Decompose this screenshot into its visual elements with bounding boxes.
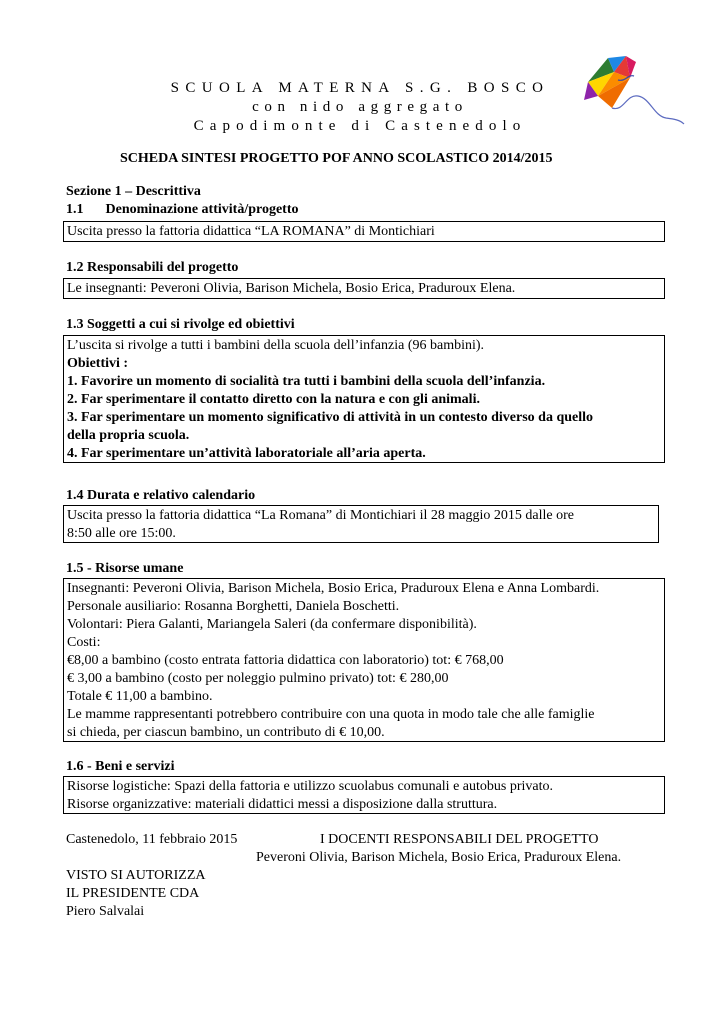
- objective-1: 1. Favorire un momento di socialità tra tutti i bambini della scuola dell’infanzia.: [67, 374, 546, 389]
- kite-logo-icon: [574, 52, 686, 128]
- objective-3-cont: della propria scuola.: [67, 428, 190, 443]
- president-title: IL PRESIDENTE CDA: [66, 886, 200, 901]
- objectives-intro: L’uscita si rivolge a tutti i bambini della scuola dell’infanzia (96 bambini).: [67, 338, 485, 353]
- duration-line-2: 8:50 alle ore 15:00.: [67, 526, 176, 541]
- resources-line: si chieda, per ciascun bambino, un contributo di € 10,00.: [67, 725, 385, 740]
- resources-line: €8,00 a bambino (costo entrata fattoria didattica con laboratorio) tot: € 768,00: [67, 653, 504, 668]
- resources-line: Totale € 11,00 a bambino.: [67, 689, 213, 704]
- authorization-text: VISTO SI AUTORIZZA: [66, 868, 206, 883]
- resources-line: Volontari: Piera Galanti, Mariangela Saleri (da confermare disponibilità).: [67, 617, 477, 632]
- objectives-box: [63, 335, 665, 463]
- section-1-4-label: 1.4 Durata e relativo calendario: [66, 488, 256, 503]
- school-subtitle: con nido aggregato: [252, 99, 468, 115]
- section-1-title: Sezione 1 – Descrittiva: [66, 184, 201, 199]
- project-name-value: Uscita presso la fattoria didattica “LA ROMANA” di Montichiari: [67, 224, 435, 239]
- resources-line: Le mamme rappresentanti potrebbero contribuire con una quota in modo tale che alle famiglie: [67, 707, 595, 722]
- resources-line: Personale ausiliario: Rosanna Borghetti, Daniela Boschetti.: [67, 599, 400, 614]
- document-title: SCHEDA SINTESI PROGETTO POF ANNO SCOLASTICO 2014/2015: [120, 151, 553, 166]
- human-resources-box: [63, 578, 665, 742]
- section-1-1-heading: [66, 201, 299, 219]
- school-header: [150, 79, 570, 136]
- section-1-1-label: Denominazione attività/progetto: [105, 202, 299, 217]
- project-name-box: [63, 221, 665, 242]
- section-1-1-number: 1.1: [66, 202, 84, 217]
- objective-2: 2. Far sperimentare il contatto diretto con la natura e con gli animali.: [67, 392, 480, 407]
- goods-line-2: Risorse organizzative: materiali didattici messi a disposizione dalla struttura.: [67, 797, 498, 812]
- objective-4: 4. Far sperimentare un’attività laboratoriale all’aria aperta.: [67, 446, 426, 461]
- responsibles-value: Le insegnanti: Peveroni Olivia, Barison Michela, Bosio Erica, Praduroux Elena.: [67, 281, 516, 296]
- school-name: SCUOLA MATERNA S.G. BOSCO: [170, 80, 550, 96]
- duration-box: [63, 505, 659, 543]
- responsibles-box: [63, 278, 665, 299]
- section-1-5-label: 1.5 - Risorse umane: [66, 561, 184, 576]
- docenti-names: Peveroni Olivia, Barison Michela, Bosio Erica, Praduroux Elena.: [256, 850, 622, 865]
- resources-line: Costi:: [67, 635, 101, 650]
- goods-services-box: [63, 776, 665, 814]
- school-location: Capodimonte di Castenedolo: [193, 118, 527, 134]
- section-1-6-label: 1.6 - Beni e servizi: [66, 759, 175, 774]
- objective-3: 3. Far sperimentare un momento significativo di attività in un contesto diverso da quello: [67, 410, 594, 425]
- objectives-title: Obiettivi :: [67, 356, 129, 371]
- place-date: Castenedolo, 11 febbraio 2015: [66, 832, 238, 847]
- president-name: Piero Salvalai: [66, 904, 145, 919]
- resources-line: € 3,00 a bambino (costo per noleggio pulmino privato) tot: € 280,00: [67, 671, 449, 686]
- section-1-2-label: 1.2 Responsabili del progetto: [66, 260, 239, 275]
- resources-line: Insegnanti: Peveroni Olivia, Barison Michela, Bosio Erica, Praduroux Elena e Anna Lombardi.: [67, 581, 600, 596]
- docenti-title: I DOCENTI RESPONSABILI DEL PROGETTO: [320, 832, 599, 847]
- section-1-3-label: 1.3 Soggetti a cui si rivolge ed obiettivi: [66, 317, 295, 332]
- goods-line-1: Risorse logistiche: Spazi della fattoria e utilizzo scuolabus comunali e autobus privato.: [67, 779, 553, 794]
- duration-line-1: Uscita presso la fattoria didattica “La Romana” di Montichiari il 28 maggio 2015 dalle ore: [67, 508, 574, 523]
